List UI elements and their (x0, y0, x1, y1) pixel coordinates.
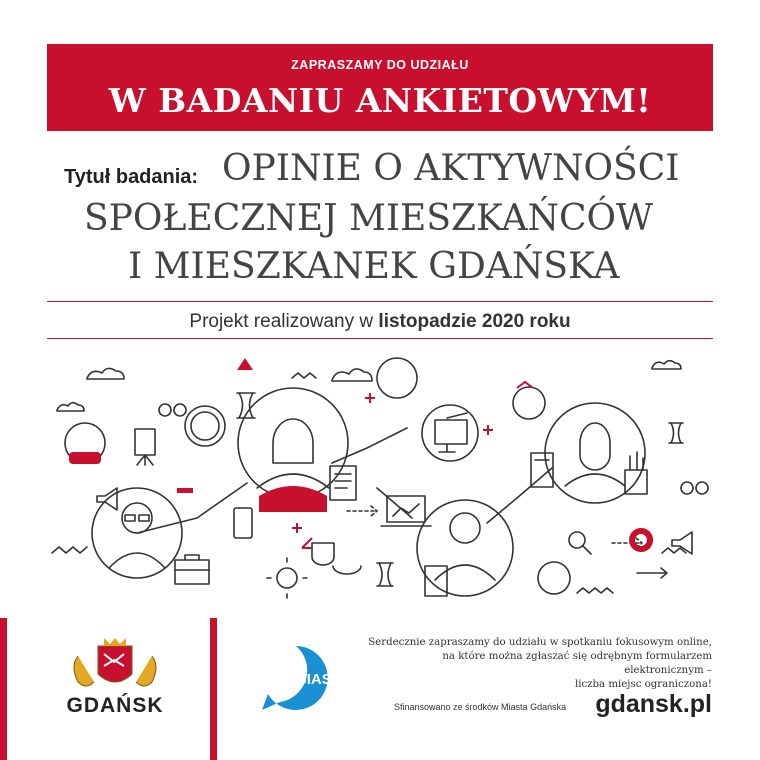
website-link[interactable]: gdansk.pl (595, 690, 712, 718)
divider-top (47, 301, 713, 302)
banner-headline: W BADANIU ANKIETOWYM! (108, 81, 652, 120)
project-date: listopadzie 2020 roku (378, 311, 571, 332)
obias-logo-text: OBIAS (284, 671, 332, 688)
person-circle-4 (545, 403, 645, 503)
gdansk-crest-icon (68, 636, 162, 694)
network-illustration (47, 348, 713, 614)
divider-bottom (47, 338, 713, 339)
project-prefix: Projekt realizowany w (189, 311, 374, 332)
project-period (47, 311, 713, 333)
invite-line-3: liczba miejsc ograniczona! (574, 679, 712, 690)
study-title-line-3: I MIESZKANEK GDAŃSKA (128, 246, 620, 287)
banner-invite: ZAPRASZAMY DO UDZIAŁU (291, 58, 469, 72)
headline-banner (47, 44, 713, 131)
focus-group-invite (362, 636, 712, 692)
obias-logo (262, 644, 358, 712)
person-circle-2 (238, 388, 348, 498)
invite-line-2: na które można zgłaszać się odrębnym formularzem elektronicznym – (442, 651, 712, 676)
footer-accent-mid (210, 618, 217, 760)
study-title-line-1: OPINIE O AKTYWNOŚCI (222, 148, 680, 189)
study-title-label: Tytuł badania: (64, 166, 199, 188)
footer-accent-left (0, 618, 7, 760)
city-name: GDAŃSK (66, 694, 164, 717)
study-title-line-2: SPOŁECZNEJ MIESZKAŃCÓW (84, 198, 654, 239)
invite-line-1: Serdecznie zapraszamy do udziału w spotkaniu fokusowym online, (368, 637, 712, 648)
person-circle-3 (417, 500, 513, 596)
financed-note: Sfinansowano ze środków Miasta Gdańska (394, 702, 567, 712)
